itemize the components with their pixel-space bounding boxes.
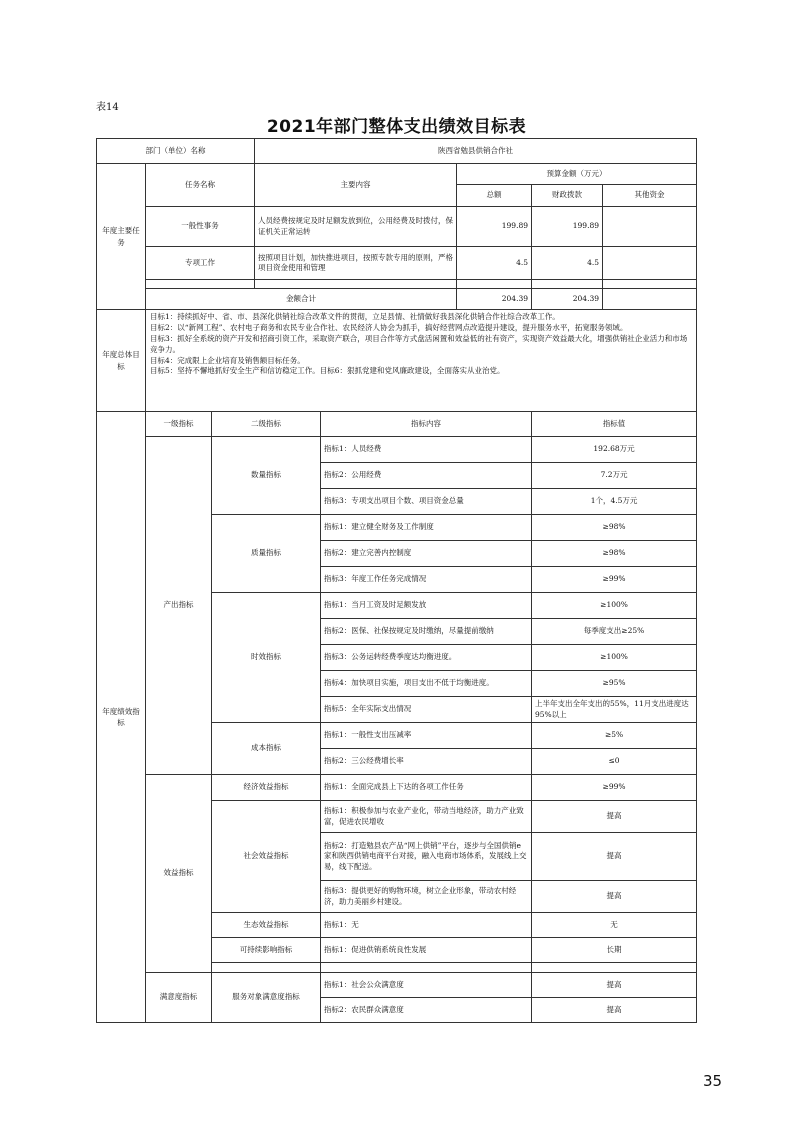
indicator-content: 指标1：建立健全财务及工作制度 [321,515,532,541]
indicator-value: 提高 [532,801,697,833]
indicator-content: 指标2：医保、社保按规定及时缴纳，尽量提前缴纳 [321,619,532,645]
indicator-content: 指标4：加快项目实施，项目支出不低于均衡进度。 [321,671,532,697]
indicator-content: 指标2：农民群众满意度 [321,998,532,1023]
tasks-col-content: 主要内容 [255,164,457,207]
indicator-value: 7.2万元 [532,463,697,489]
task-content: 按照项目计划，加快推进项目，按照专款专用的原则，严格项目资金使用和管理 [255,247,457,280]
table-number: 表14 [96,102,119,113]
benefit-indicator-label: 效益指标 [146,775,212,973]
timeliness-indicator-label: 时效指标 [212,593,321,723]
task-fiscal: 199.89 [532,207,603,247]
indicator-content: 指标3：公务运转经费季度达均衡进度。 [321,645,532,671]
satisfaction-indicator-label: 满意度指标 [146,973,212,1023]
indicator-value: 192.68万元 [532,437,697,463]
indicator-content: 指标1：社会公众满意度 [321,973,532,998]
ind-col-l1: 一级指标 [146,412,212,437]
indicator-value: 长期 [532,938,697,963]
indicator-value: 提高 [532,881,697,913]
goal-line: 目标1：持续抓好中、省、市、县深化供销社综合改革文件的贯彻，立足县情、社情做好我县深化供销合作社综合改革工作。 [150,312,560,321]
indicator-content: 指标1：积极参加与农业产业化，带动当地经济，助力产业致富，促进农民增收 [321,801,532,833]
page-title: 2021年部门整体支出绩效目标表 [266,117,527,137]
ind-col-content: 指标内容 [321,412,532,437]
indicator-value: ≥99% [532,567,697,593]
indicator-content: 指标3：专项支出项目个数、项目资金总量 [321,489,532,515]
tasks-col-fiscal: 财政拨款 [532,185,603,207]
dept-value: 陕西省勉县供销合作社 [255,139,697,164]
indicator-value: ≥95% [532,671,697,697]
indicator-value: 提高 [532,973,697,998]
tasks-sum-label: 金额合计 [146,289,457,310]
indicator-content: 指标1：全面完成县上下达的各项工作任务 [321,775,532,801]
ind-col-l2: 二级指标 [212,412,321,437]
dept-label: 部门（单位）名称 [97,139,255,164]
goals-text [146,310,697,412]
tasks-col-budget: 预算金额（万元） [457,164,697,185]
indicator-value: ≥98% [532,515,697,541]
goals-section-label: 年度总体目标 [97,310,146,412]
tasks-col-other: 其他资金 [603,185,697,207]
indicator-value: ≥98% [532,541,697,567]
indicator-value: 无 [532,913,697,938]
quantity-indicator-label: 数量指标 [212,437,321,515]
indicators-section-label: 年度绩效指标 [97,412,146,1023]
indicator-content: 指标2：公用经费 [321,463,532,489]
task-fiscal: 4.5 [532,247,603,280]
indicator-content: 指标1：促进供销系统良性发展 [321,938,532,963]
indicator-value: 上半年支出全年支出的55%，11月支出进度达95%以上 [532,697,697,723]
social-indicator-label: 社会效益指标 [212,801,321,913]
goal-line: 目标2：以“新网工程”、农村电子商务和农民专业合作社、农民经济人协会为抓手，搞好经营网点改造提升建设，提升服务水平，拓宽服务领域。 [150,322,628,332]
output-indicator-label: 产出指标 [146,437,212,775]
indicator-value: 1个，4.5万元 [532,489,697,515]
indicator-content: 指标1：人员经费 [321,437,532,463]
ind-col-value: 指标值 [532,412,697,437]
indicator-value: 每季度支出≥25% [532,619,697,645]
goal-line: 目标5：坚持不懈地抓好安全生产和信访稳定工作。目标6：狠抓党建和党风廉政建设，全面落实从业治党。 [150,366,505,376]
indicator-value: ≥100% [532,645,697,671]
task-name: 专项工作 [146,247,255,280]
task-other [603,207,697,247]
indicator-content: 指标1：无 [321,913,532,938]
indicator-content: 指标1：一般性支出压减率 [321,723,532,749]
indicator-value: ≤0 [532,749,697,775]
indicator-content: 指标2：打造勉县农产品“网上供销”平台，逐步与全国供销e家和陕西供销电商平台对接，融入电商市场体系，发展线上交易，线下配送。 [321,833,532,881]
tasks-sum-fiscal: 204.39 [532,289,603,310]
indicator-value: ≥99% [532,775,697,801]
goal-line: 目标4：完成限上企业培育及销售额目标任务。 [150,355,305,365]
goal-line: 目标3：抓好全系统的资产开发和招商引资工作，采取资产联合，项目合作等方式盘活闲置和效益低的社有资产，实现资产效益最大化，增强供销社企业活力和市场竞争力。 [150,333,688,354]
indicator-content: 指标3：年度工作任务完成情况 [321,567,532,593]
task-name: 一般性事务 [146,207,255,247]
tasks-sum-total: 204.39 [457,289,532,310]
indicator-content: 指标1：当月工资及时足额发放 [321,593,532,619]
service-indicator-label: 服务对象满意度指标 [212,973,321,1023]
tasks-col-total: 总额 [457,185,532,207]
indicator-content: 指标3：提供更好的购物环境，树立企业形象，带动农村经济，助力美丽乡村建设。 [321,881,532,913]
performance-goal-table [96,138,697,1023]
task-other [603,247,697,280]
sustain-indicator-label: 可持续影响指标 [212,938,321,963]
tasks-section-label: 年度主要任务 [97,164,146,310]
page-number: 35 [703,1072,723,1090]
tasks-col-name: 任务名称 [146,164,255,207]
indicator-content: 指标2：三公经费增长率 [321,749,532,775]
eco-indicator-label: 生态效益指标 [212,913,321,938]
cost-indicator-label: 成本指标 [212,723,321,775]
indicator-value: 提高 [532,998,697,1023]
task-total: 199.89 [457,207,532,247]
indicator-content: 指标2：建立完善内控制度 [321,541,532,567]
indicator-value: ≥100% [532,593,697,619]
task-total: 4.5 [457,247,532,280]
indicator-value: ≥5% [532,723,697,749]
indicator-value: 提高 [532,833,697,881]
task-content: 人员经费按规定及时足额发放到位，公用经费及时拨付，保证机关正常运转 [255,207,457,247]
indicator-content: 指标5：全年实际支出情况 [321,697,532,723]
quality-indicator-label: 质量指标 [212,515,321,593]
economic-indicator-label: 经济效益指标 [212,775,321,801]
